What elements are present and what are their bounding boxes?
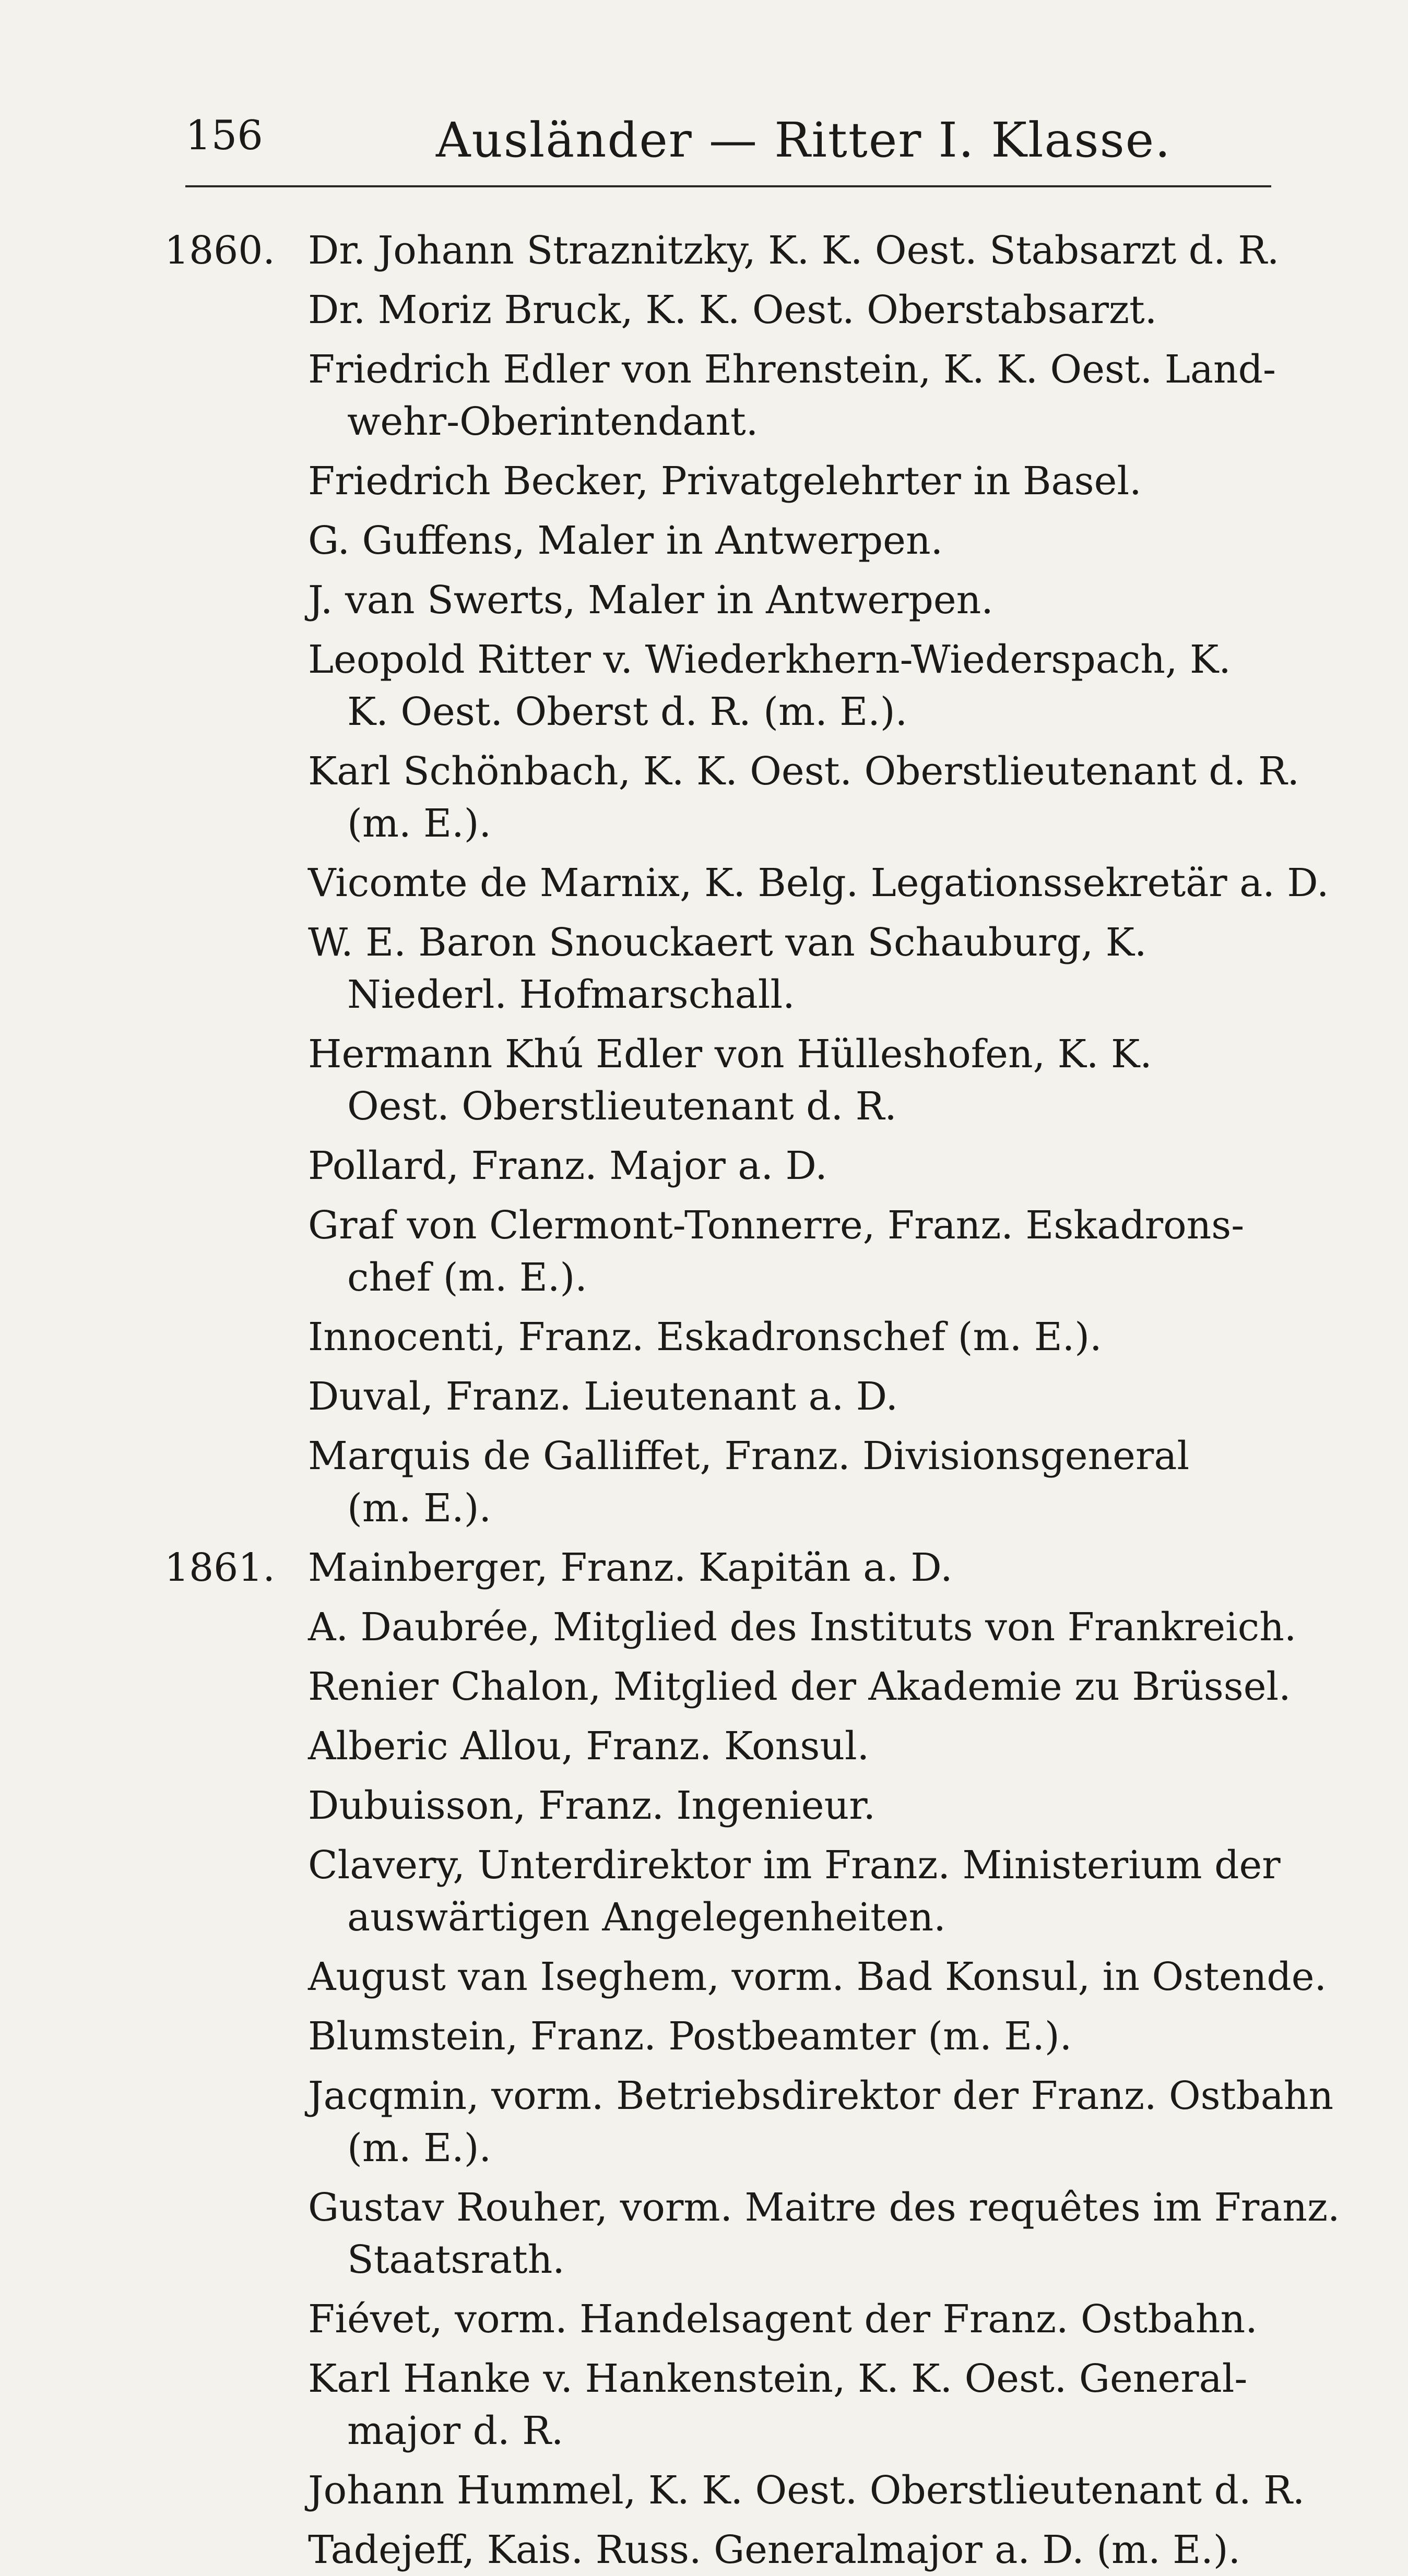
entry-line: J. van Swerts, Maler in Antwerpen. — [308, 578, 993, 623]
entry-line: Tadejeff, Kais. Russ. Generalmajor a. D. (m. E.). — [308, 2527, 1241, 2572]
entry-continuation: (m. E.). — [347, 1486, 492, 1531]
entry-continuation: chef (m. E.). — [347, 1255, 587, 1300]
entry-continuation: auswärtigen Angelegenheiten. — [347, 1895, 946, 1940]
running-head: Ausländer — Ritter I. Klasse. — [436, 112, 1172, 168]
year-label: 1860. — [164, 228, 275, 273]
page-number: 156 — [185, 112, 263, 159]
year-label: 1861. — [164, 1545, 275, 1590]
entry-line: Clavery, Unterdirektor im Franz. Ministerium der — [308, 1843, 1281, 1888]
entry-line: Gustav Rouher, vorm. Maitre des requêtes im Franz. — [308, 2185, 1340, 2230]
entry-line: Friedrich Edler von Ehrenstein, K. K. Oest. Land- — [308, 347, 1276, 392]
entry-line: Karl Schönbach, K. K. Oest. Oberstlieutenant d. R. — [308, 749, 1300, 794]
entry-continuation: K. Oest. Oberst d. R. (m. E.). — [347, 689, 908, 734]
entry-continuation: Staatsrath. — [347, 2237, 565, 2282]
entry-line: Dubuisson, Franz. Ingenieur. — [308, 1783, 876, 1828]
entry-line: Vicomte de Marnix, K. Belg. Legationssekretär a. D. — [308, 861, 1329, 905]
entry-line: Hermann Khú Edler von Hülleshofen, K. K. — [308, 1032, 1152, 1077]
entry-line: W. E. Baron Snouckaert van Schauburg, K. — [308, 920, 1147, 965]
entry-line: Marquis de Galliffet, Franz. Divisionsgeneral — [308, 1434, 1190, 1478]
entry-line: Blumstein, Franz. Postbeamter (m. E.). — [308, 2014, 1072, 2059]
entry-continuation: Niederl. Hofmarschall. — [347, 972, 795, 1017]
entry-continuation: (m. E.). — [347, 2126, 492, 2170]
entry-line: Mainberger, Franz. Kapitän a. D. — [308, 1545, 953, 1590]
entry-line: G. Guffens, Maler in Antwerpen. — [308, 518, 943, 563]
entry-line: Pollard, Franz. Major a. D. — [308, 1143, 827, 1188]
entry-continuation: (m. E.). — [347, 801, 492, 846]
entry-line: Leopold Ritter v. Wiederkhern-Wiederspach, K. — [308, 637, 1231, 682]
entry-line: Renier Chalon, Mitglied der Akademie zu Brüssel. — [308, 1664, 1291, 1709]
entry-line: Duval, Franz. Lieutenant a. D. — [308, 1374, 898, 1419]
entry-continuation: major d. R. — [347, 2408, 564, 2453]
entry-line: Karl Hanke v. Hankenstein, K. K. Oest. General- — [308, 2356, 1248, 2401]
entry-continuation: wehr-Oberintendant. — [347, 399, 759, 444]
entry-line: Alberic Allou, Franz. Konsul. — [308, 1724, 870, 1769]
entry-line: August van Iseghem, vorm. Bad Konsul, in Ostende. — [308, 1954, 1327, 1999]
entry-line: Jacqmin, vorm. Betriebsdirektor der Franz. Ostbahn — [308, 2073, 1334, 2118]
entry-line: Friedrich Becker, Privatgelehrter in Basel. — [308, 459, 1142, 504]
page-header — [185, 107, 1271, 187]
entry-line: Dr. Moriz Bruck, K. K. Oest. Oberstabsarzt. — [308, 288, 1157, 332]
entry-line: Johann Hummel, K. K. Oest. Oberstlieutenant d. R. — [308, 2468, 1305, 2513]
entry-line: Dr. Johann Straznitzky, K. K. Oest. Stabsarzt d. R. — [308, 228, 1280, 273]
entry-line: A. Daubrée, Mitglied des Instituts von Frankreich. — [308, 1605, 1297, 1650]
entry-continuation: Oest. Oberstlieutenant d. R. — [347, 1084, 897, 1129]
entry-line: Graf von Clermont-Tonnerre, Franz. Eskadrons- — [308, 1203, 1245, 1248]
entry-line: Innocenti, Franz. Eskadronschef (m. E.). — [308, 1315, 1102, 1359]
entry-line: Fiévet, vorm. Handelsagent der Franz. Ostbahn. — [308, 2297, 1258, 2342]
